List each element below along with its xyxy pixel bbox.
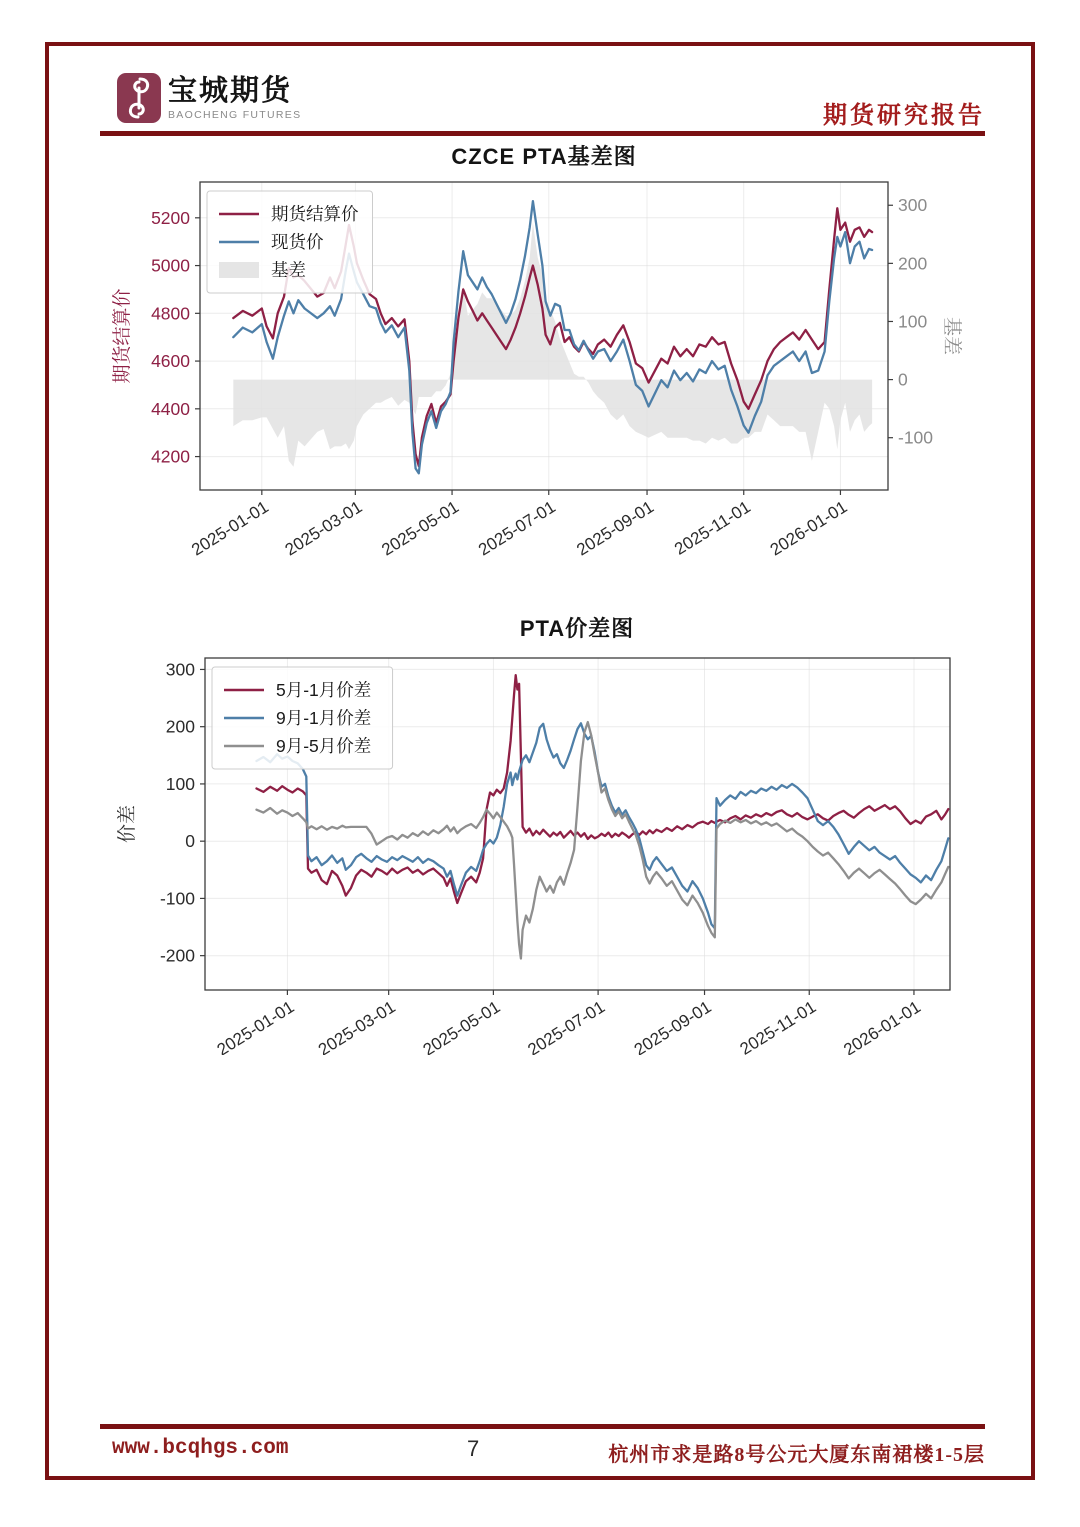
svg-text:2025-03-01: 2025-03-01 <box>281 497 366 560</box>
svg-text:200: 200 <box>165 716 195 737</box>
svg-text:300: 300 <box>165 659 195 680</box>
footer-address: 杭州市求是路8号公元大厦东南裙楼1-5层 <box>608 1444 985 1466</box>
svg-text:5000: 5000 <box>151 255 190 276</box>
spread-chart-title: PTA价差图 <box>519 616 635 641</box>
baocheng-logo <box>116 72 301 124</box>
svg-text:基差: 基差 <box>271 260 306 280</box>
svg-text:4200: 4200 <box>151 446 190 467</box>
svg-text:4600: 4600 <box>151 351 190 372</box>
svg-text:9月-5月价差: 9月-5月价差 <box>276 736 372 756</box>
czce-pta-basis-chart-canvas <box>90 170 990 565</box>
svg-text:-100: -100 <box>898 427 934 448</box>
svg-text:2026-01-01: 2026-01-01 <box>766 497 851 560</box>
svg-text:300: 300 <box>898 195 928 216</box>
report-type-label: 期货研究报告 <box>823 103 985 129</box>
footer-page-number: 7 <box>467 1436 480 1461</box>
svg-text:2025-01-01: 2025-01-01 <box>213 997 298 1055</box>
svg-text:2025-09-01: 2025-09-01 <box>630 997 715 1055</box>
svg-text:2025-07-01: 2025-07-01 <box>475 497 559 560</box>
svg-text:4400: 4400 <box>151 398 190 419</box>
svg-text:9月-1月价差: 9月-1月价差 <box>276 708 372 728</box>
svg-text:2026-01-01: 2026-01-01 <box>840 997 925 1055</box>
svg-text:2025-09-01: 2025-09-01 <box>573 497 658 560</box>
basis-chart-title: CZCE PTA基差图 <box>451 144 637 169</box>
svg-text:100: 100 <box>165 773 195 794</box>
svg-text:2025-03-01: 2025-03-01 <box>314 997 399 1055</box>
svg-text:4800: 4800 <box>151 303 190 324</box>
svg-text:期货结算价: 期货结算价 <box>112 288 133 384</box>
footer-website: www.bcqhgs.com <box>112 1437 289 1460</box>
svg-text:价差: 价差 <box>117 804 138 844</box>
svg-text:期货结算价: 期货结算价 <box>271 204 359 224</box>
svg-text:现货价: 现货价 <box>271 232 324 252</box>
svg-text:2025-01-01: 2025-01-01 <box>188 497 272 560</box>
brand-name-en: BAOCHENG FUTURES <box>168 108 302 121</box>
svg-text:5月-1月价差: 5月-1月价差 <box>276 680 372 700</box>
svg-text:2025-05-01: 2025-05-01 <box>419 997 504 1055</box>
svg-text:2025-05-01: 2025-05-01 <box>378 497 463 560</box>
svg-text:2025-11-01: 2025-11-01 <box>671 497 754 559</box>
svg-text:-100: -100 <box>159 888 195 909</box>
svg-text:-200: -200 <box>159 945 195 966</box>
svg-text:5200: 5200 <box>151 207 190 228</box>
svg-text:基差: 基差 <box>941 316 962 356</box>
svg-text:0: 0 <box>185 831 195 852</box>
brand-name-cn: 宝城期货 <box>168 75 293 107</box>
pta-spread-chart-canvas <box>90 645 990 1055</box>
svg-text:2025-11-01: 2025-11-01 <box>736 997 820 1055</box>
header-divider <box>100 131 985 136</box>
spread-chart <box>90 645 990 1060</box>
svg-text:0: 0 <box>898 369 908 390</box>
basis-chart <box>90 170 990 570</box>
svg-text:200: 200 <box>898 253 928 274</box>
footer-divider <box>100 1424 985 1429</box>
baocheng-swirl-icon <box>116 72 162 124</box>
svg-text:100: 100 <box>898 311 928 332</box>
svg-text:2025-07-01: 2025-07-01 <box>524 997 609 1055</box>
